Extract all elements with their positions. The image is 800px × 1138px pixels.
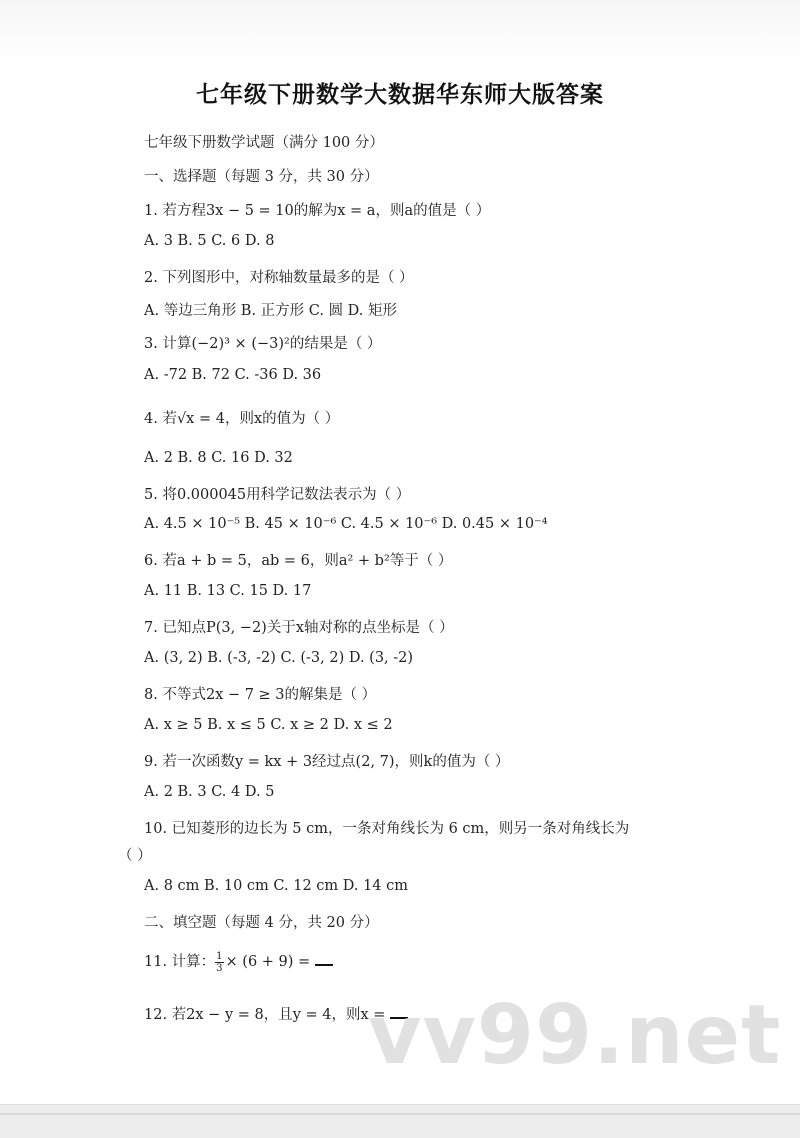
watermark: vv99.net (368, 988, 782, 1083)
question-1: 1. 若方程3x − 5 = 10的解为x = a，则a的值是（ ） (144, 203, 491, 219)
page-title: 七年级下册数学大数据华东师大版答案 (196, 82, 604, 108)
question-7: 7. 已知点P(3, −2)关于x轴对称的点坐标是（ ） (144, 620, 454, 636)
question-4: 4. 若√x = 4，则x的值为（ ） (144, 411, 340, 427)
options-1: A. 3 B. 5 C. 6 D. 8 (144, 233, 275, 249)
fraction-one-third (215, 951, 223, 974)
options-10: A. 8 cm B. 10 cm C. 12 cm D. 14 cm (144, 878, 409, 894)
question-5: 5. 将0.000045用科学记数法表示为（ ） (144, 487, 411, 503)
options-7: A. (3, 2) B. (-3, -2) C. (-3, 2) D. (3, -2) (144, 650, 414, 666)
question-9: 9. 若一次函数y = kx + 3经过点(2, 7)，则k的值为（ ） (144, 754, 510, 770)
question-10-continuation: （ ） (118, 848, 152, 864)
question-10: 10. 已知菱形的边长为 5 cm，一条对角线长为 6 cm，则另一条对角线长为 (144, 821, 630, 837)
options-5: A. 4.5 × 10⁻⁵ B. 45 × 10⁻⁶ C. 4.5 × 10⁻⁶ D. 0.45 × 10⁻⁴ (144, 516, 548, 532)
question-11-rest: × (6 + 9) = (225, 954, 311, 970)
fraction-numerator: 1 (216, 950, 223, 962)
options-3: A. -72 B. 72 C. -36 D. 36 (144, 367, 322, 383)
options-8: A. x ≥ 5 B. x ≤ 5 C. x ≥ 2 D. x ≤ 2 (144, 717, 393, 733)
question-6: 6. 若a + b = 5，ab = 6，则a² + b²等于（ ） (144, 553, 453, 569)
bottom-edge (0, 1113, 800, 1115)
question-3: 3. 计算(−2)³ × (−3)²的结果是（ ） (144, 336, 382, 352)
options-9: A. 2 B. 3 C. 4 D. 5 (144, 784, 275, 800)
answer-blank-11 (315, 952, 333, 966)
question-11 (144, 950, 333, 974)
section-heading-fill: 二、填空题（每题 4 分，共 20 分） (144, 915, 379, 931)
section-heading-choice: 一、选择题（每题 3 分，共 30 分） (144, 169, 379, 185)
options-4: A. 2 B. 8 C. 16 D. 32 (144, 450, 293, 466)
question-2: 2. 下列图形中，对称轴数量最多的是（ ） (144, 270, 414, 286)
bottom-bar (0, 1104, 800, 1138)
options-2: A. 等边三角形 B. 正方形 C. 圆 D. 矩形 (144, 303, 398, 319)
question-11-prefix: 11. 计算： (144, 954, 216, 970)
question-12-text: 12. 若2x − y = 8，且y = 4，则x = (144, 1007, 386, 1023)
question-8: 8. 不等式2x − 7 ≥ 3的解集是（ ） (144, 687, 377, 703)
options-6: A. 11 B. 13 C. 15 D. 17 (144, 583, 312, 599)
fraction-denominator: 3 (216, 962, 223, 974)
exam-subtitle: 七年级下册数学试题（满分 100 分） (144, 135, 384, 151)
